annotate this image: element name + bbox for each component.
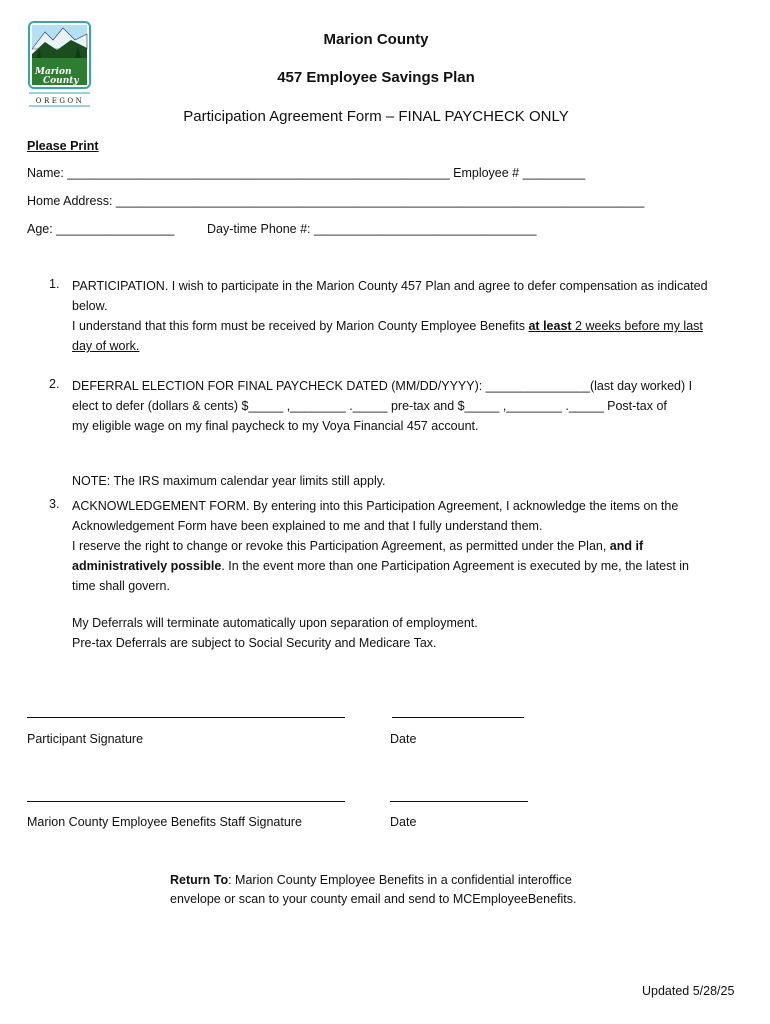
svg-text:Marion: Marion <box>35 67 72 77</box>
staff-date-line[interactable] <box>390 801 528 802</box>
form-title: Participation Agreement Form – FINAL PAYCHECK ONLY <box>183 108 569 125</box>
section-1-participation: PARTICIPATION. I wish to participate in the Marion County 457 Plan and agree to defer compensation as indicated below. I understand that this form must be received by Marion County Employee Benefits at least 2 weeks before my last day of work. <box>72 279 708 353</box>
participant-date-line[interactable] <box>392 717 524 718</box>
section-3-number: 3. <box>49 497 60 511</box>
name-field[interactable]: Name: _______________________________________________________ Employee # _________ <box>27 166 586 180</box>
pretax-note: Pre-tax Deferrals are subject to Social Security and Medicare Tax. <box>72 636 437 650</box>
section-1-number: 1. <box>49 277 60 291</box>
updated-date: Updated 5/28/25 <box>642 984 735 998</box>
return-to-instructions: Return To: Marion County Employee Benefits in a confidential interoffice envelope or scan to your county email and send to MCEmployeeBenefits. <box>170 873 577 906</box>
deferral-termination-note: My Deferrals will terminate automatically upon separation of employment. <box>72 616 478 630</box>
irs-note: NOTE: The IRS maximum calendar year limits still apply. <box>72 474 386 488</box>
participant-signature-line[interactable] <box>27 717 345 718</box>
county-title: Marion County <box>323 31 429 48</box>
home-address-field[interactable]: Home Address: ____________________________________________________________________________ <box>27 194 645 208</box>
section-2-number: 2. <box>49 377 60 391</box>
participant-date-label: Date <box>390 732 417 746</box>
staff-date-label: Date <box>390 815 417 829</box>
phone-field[interactable]: Day-time Phone #: ________________________________ <box>207 222 537 236</box>
section-2-deferral-election[interactable]: DEFERRAL ELECTION FOR FINAL PAYCHECK DATED (MM/DD/YYYY): _______________(last day worked) I elect to defer (dollars & cents) $_____ ,________ ._____ pre-tax and $_____ ,________ ._____ Post-tax of my eligible wage on my final paycheck to my Voya Financial 457 account. <box>72 379 693 433</box>
age-field[interactable]: Age: _________________ <box>27 222 175 236</box>
participant-signature-label: Participant Signature <box>27 732 144 746</box>
svg-text:OREGON: OREGON <box>35 97 85 105</box>
plan-title: 457 Employee Savings Plan <box>277 69 475 86</box>
svg-text:County: County <box>43 76 79 86</box>
staff-signature-line[interactable] <box>27 801 345 802</box>
section-3-acknowledgement: ACKNOWLEDGEMENT FORM. By entering into this Participation Agreement, I acknowledge the items on the Acknowledgement Form have been explained to me and that I fully understand them. I reserve the right to change or revoke this Participation Agreement, as permitted under the Plan, and if administratively possible. In the event more than one Participation Agreement is executed by me, the latest in time shall govern. <box>72 499 689 593</box>
staff-signature-label: Marion County Employee Benefits Staff Signature <box>27 815 302 829</box>
please-print-label: Please Print <box>27 139 99 153</box>
